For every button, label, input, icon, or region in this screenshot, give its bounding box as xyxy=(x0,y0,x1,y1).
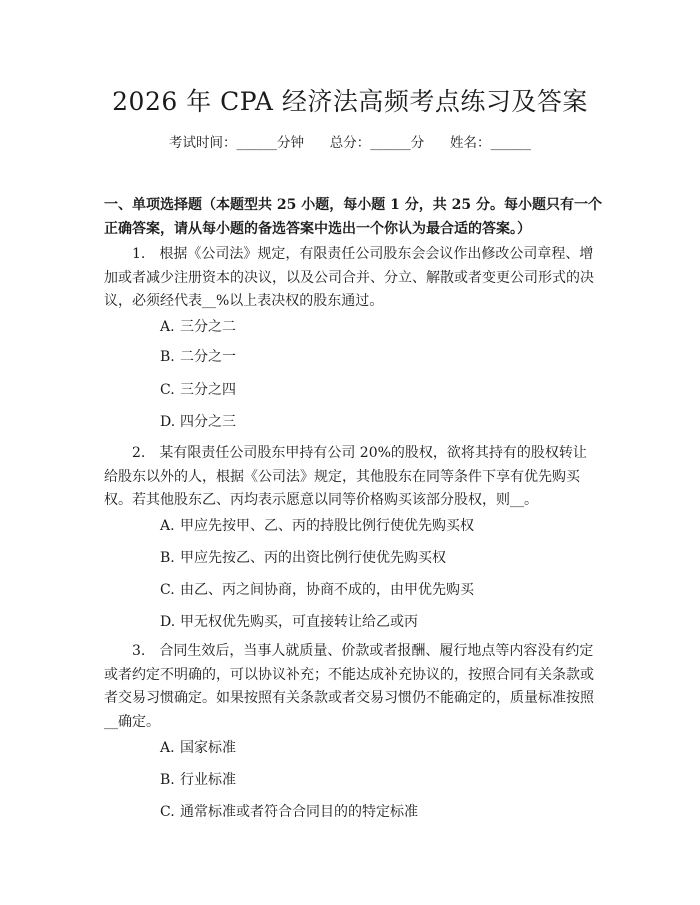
option-text: 国家标准 xyxy=(180,740,236,756)
option-3b[interactable] xyxy=(160,770,236,790)
total-score-blank: ______ xyxy=(370,135,411,151)
option-letter: A. xyxy=(160,740,175,756)
question-2 xyxy=(104,442,600,513)
question-1 xyxy=(104,243,600,314)
option-letter: C. xyxy=(160,804,175,820)
option-letter: A. xyxy=(160,518,175,534)
option-letter: A. xyxy=(160,319,175,335)
option-text: 甲应先按乙、丙的出资比例行使优先购买权 xyxy=(180,550,446,566)
option-2d[interactable] xyxy=(160,612,418,632)
option-text: 甲无权优先购买，可直接转让给乙或丙 xyxy=(180,614,418,630)
option-3a[interactable] xyxy=(160,738,236,758)
option-text: 行业标准 xyxy=(180,772,236,788)
option-2a[interactable] xyxy=(160,516,474,536)
exam-time-label: 考试时间： xyxy=(169,135,237,151)
question-number: 3. xyxy=(132,643,146,659)
question-number: 2. xyxy=(132,445,146,461)
exam-time-blank: ______ xyxy=(236,135,277,151)
option-2b[interactable] xyxy=(160,548,446,568)
page-title: 2026 年 CPA 经济法高频考点练习及答案 xyxy=(112,87,588,116)
option-1d[interactable] xyxy=(160,412,236,432)
option-letter: B. xyxy=(160,550,175,566)
option-text: 四分之三 xyxy=(180,414,236,430)
option-1a[interactable] xyxy=(160,317,236,337)
question-text: 合同生效后，当事人就质量、价款或者报酬、履行地点等内容没有约定或者约定不明确的，可以协议补充；不能达成补充协议的，按照合同有关条款或者交易习惯确定。如果按照有关条款或者交易习惯仍不能确定的，质量标准按照__确定。 xyxy=(104,643,594,730)
exam-info-line xyxy=(0,131,700,151)
option-text: 三分之二 xyxy=(180,319,236,335)
section-heading: 一、单项选择题（本题型共 25 小题，每小题 1 分，共 25 分。每小题只有一个正确答案，请从每小题的备选答案中选出一个你认为最合适的答案。） xyxy=(104,197,602,237)
option-text: 通常标准或者符合合同目的的特定标准 xyxy=(180,804,418,820)
question-text: 根据《公司法》规定，有限责任公司股东会会议作出修改公司章程、增加或者减少注册资本的决议，以及公司合并、分立、解散或者变更公司形式的决议，必须经代表__%以上表决权的股东通过。 xyxy=(104,246,594,309)
option-text: 由乙、丙之间协商，协商不成的，由甲优先购买 xyxy=(180,582,474,598)
option-letter: D. xyxy=(160,414,176,430)
option-letter: C. xyxy=(160,382,175,398)
question-text: 某有限责任公司股东甲持有公司 20%的股权，欲将其持有的股权转让给股东以外的人，根据《公司法》规定，其他股东在同等条件下享有优先购买权。若其他股东乙、丙均表示愿意以同等价格购买该部分股权，则__。 xyxy=(104,445,587,508)
option-letter: D. xyxy=(160,614,176,630)
option-letter: C. xyxy=(160,582,175,598)
option-letter: B. xyxy=(160,349,175,365)
option-1c[interactable] xyxy=(160,380,236,400)
exam-time-unit: 分钟 xyxy=(277,135,304,151)
name-label: 姓名： xyxy=(450,135,491,151)
option-2c[interactable] xyxy=(160,580,474,600)
total-score-label: 总分： xyxy=(329,135,371,151)
question-3 xyxy=(104,640,600,734)
question-number: 1. xyxy=(132,246,146,262)
name-blank: ______ xyxy=(490,135,531,151)
option-text: 三分之四 xyxy=(180,382,236,398)
option-text: 二分之一 xyxy=(180,349,236,365)
option-3c[interactable] xyxy=(160,802,418,822)
option-text: 甲应先按甲、乙、丙的持股比例行使优先购买权 xyxy=(180,518,474,534)
option-1b[interactable] xyxy=(160,347,236,367)
total-score-unit: 分 xyxy=(410,135,425,151)
option-letter: B. xyxy=(160,772,175,788)
